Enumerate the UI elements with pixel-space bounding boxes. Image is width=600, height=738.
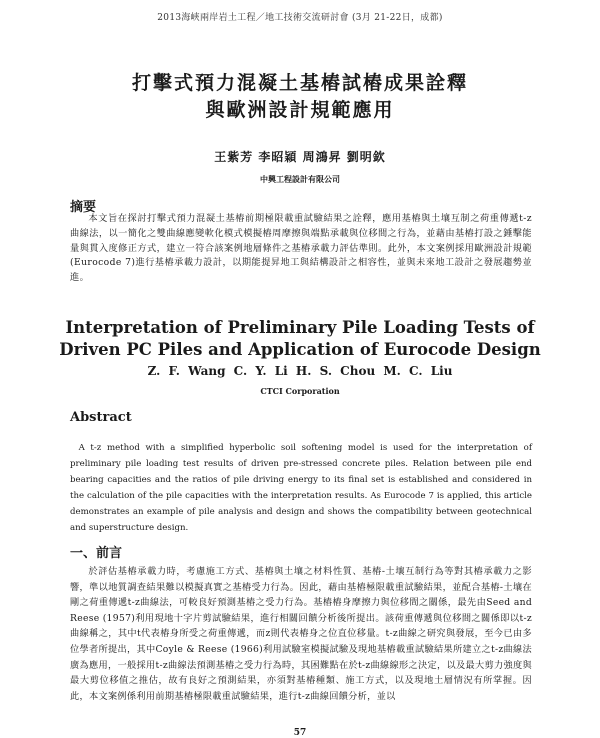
english-title: [0, 317, 600, 361]
page-number: 57: [293, 728, 307, 738]
chinese-affiliation: 中興工程設計有限公司: [260, 174, 340, 184]
english-abstract-heading: Abstract: [70, 410, 132, 425]
conference-header: 2013海峽兩岸岩土工程／地工技術交流研討會 (3月 21-22日，成都): [157, 13, 443, 23]
introduction-text: 於評估基樁承載力時，考慮施工方式、基樁與土壤之材料性質、基樁-土壤互制行為等對其樁承載力之影響，準以地質調查結果難以模擬真實之基樁受力行為。因此，藉由基樁極限載重試驗結果，並配合基樁-土壤在剛之荷重傳遞t-z曲線法，可較良好預測基樁之受力行為。基樁樁身摩擦力與位移間之關係，最先由Seed and Reese (1957)利用現地十字片剪試驗結果，進行相關回饋分析後所提出。該荷重傳遞與位移間之關係即以t-z曲線稱之，其中t代表樁身所受之荷重傳遞，而z則代表樁身之位直位移量。t-z曲線之研究與發展，至今已由多位學者所提出，其中Coyle & Reese (1966)利用試驗室模擬試驗及現地基樁載重試驗結果所建立之t-z曲線法廣為應用，一般採用t-z曲線法預測基樁之受力行為時，其困難點在於t-z曲線線形之決定，以及最大剪力強度與最大剪位移值之推估，故有良好之預測結果，亦須對基樁種類、施工方式，以及現地土層情況有所掌握。因此，本文案例係利用前期基樁極限載重試驗結果，進行t-z曲線回饋分析，並以: [70, 566, 532, 702]
section-heading-introduction: 一、前言: [70, 546, 123, 561]
chinese-authors: 王紫芳 李昭穎 周鴻昇 劉明欽: [214, 150, 386, 164]
chinese-title-line2: 與歐洲設計規範應用: [205, 99, 395, 121]
chinese-abstract-text: 本文旨在探討打擊式預力混凝土基樁前期極限載重試驗結果之詮釋，應用基樁與土壤互制之荷重傳遞t-z曲線法，以一簡化之雙曲線應變軟化模式模擬樁周摩擦與端點承載與位移間之行為，並藉由基樁打設之錘擊能量與貫入度修正方式，建立一符合該案例地層條件之基樁承載力評估準則。此外，本文案例採用歐洲設計規範(Eurocode 7)進行基樁承載力設計，以期能提昇地工與結構設計之相容性，並與未來地工設計之發展趨勢並進。: [70, 213, 532, 284]
english-title-line2: Driven PC Piles and Application of Eurocode Design: [59, 340, 541, 359]
chinese-title: [0, 70, 600, 124]
english-title-line1: Interpretation of Preliminary Pile Loading Tests of: [65, 318, 535, 337]
english-affiliation: CTCI Corporation: [260, 386, 340, 396]
chinese-title-line1: 打擊式預力混凝土基樁試樁成果詮釋: [131, 72, 468, 94]
english-authors: Z. F. Wang C. Y. Li H. S. Chou M. C. Liu: [147, 364, 453, 378]
english-abstract-text: A t-z method with a simplified hyperbolic soil softening model is used for the interpretation of preliminary pile loading test results of driven pre-stressed concrete piles. Relation between pile end bearing capacities and the ratios of pile driving energy to its final set is established and considered in the calculation of the pile capacities with the interpretation results. As Eurocode 7 is applied, this article demonstrates an example of pile analysis and design and shows the compatibility between geotechnical and superstructure design.: [70, 443, 532, 533]
chinese-abstract-heading: 摘要: [70, 200, 97, 215]
